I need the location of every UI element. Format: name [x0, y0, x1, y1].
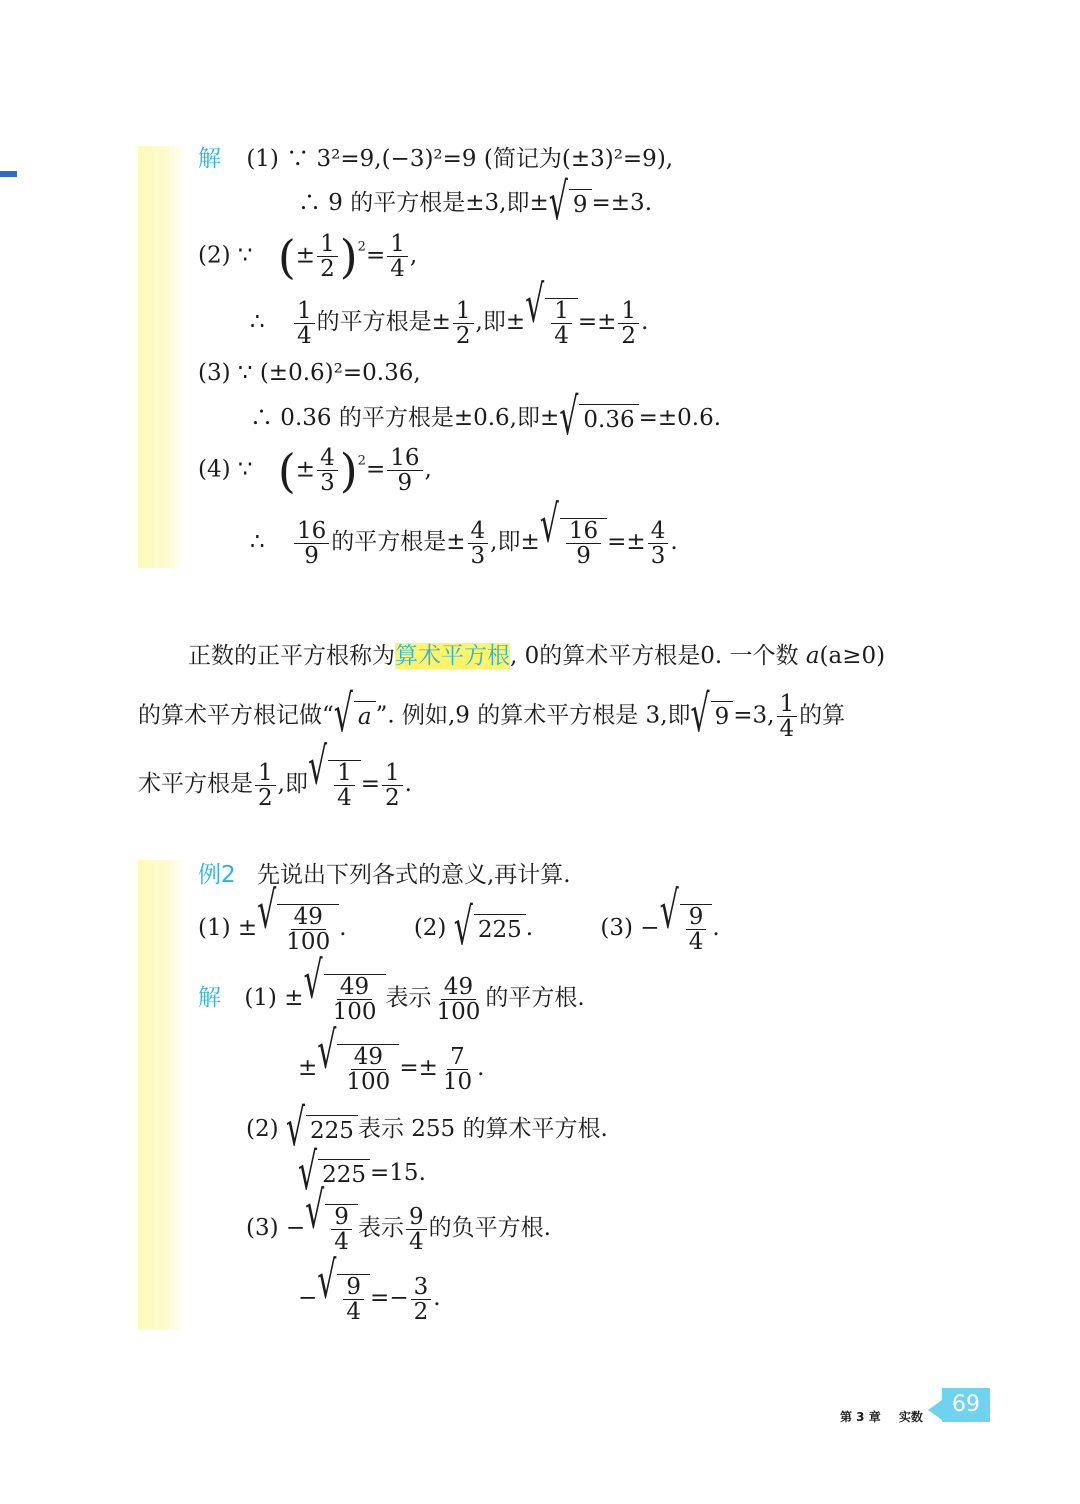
solution-1-row-1: 解 (1) ∵ 3²=9,(−3)²=9 (简记为(±3)²=9),	[198, 146, 674, 172]
page-number-badge: 69	[942, 1388, 990, 1422]
example-2-calc-1: ± √ $\frac{49}{100}$ =± $\frac{7}{10}$ .	[298, 1021, 485, 1095]
highlight-band-solution	[138, 146, 186, 568]
example-label: 例2	[198, 862, 236, 888]
definition-line-2: 的算术平方根记做“ √ a ”. 例如,9 的算术平方根是 3,即 √ 9 =3, $\frac{1}{4}$ 的算	[138, 685, 846, 745]
example-2-solution-3: (3) − √ $\frac{9}{4}$ 表示 $\frac{9}{4}$ 的负平方根.	[246, 1181, 551, 1255]
fraction-1-2: $\frac{1}{2}$	[317, 232, 338, 281]
solution-2-row-1: (2) ∵ (± $\frac{1}{2}$ )$^2$= $\frac{1}{4}$ ,	[198, 229, 418, 284]
solution-2-row-2: ∴ $\frac{1}{4}$ 的平方根是± $\frac{1}{2}$ ,即± √ $\frac{1}{4}$ =± $\frac{1}{2}$ .	[250, 275, 649, 349]
solution-1-row-2: ∴ 9 的平方根是±3,即± √ 9 =±3.	[298, 172, 653, 233]
definition-line-1: 正数的正平方根称为算术平方根, 0的算术平方根是0. 一个数 a(a≥0)	[188, 643, 886, 669]
solution-label: 解	[198, 146, 221, 172]
page-edge-tab	[0, 171, 17, 177]
example-2-solution-1: 解 (1) ± √ $\frac{49}{100}$ 表示 $\frac{49}{100}$ 的平方根.	[198, 951, 585, 1025]
solution-3-row-2: ∴ 0.36 的平方根是±0.6,即± √ 0.36 =±0.6.	[250, 387, 722, 448]
definition-line-3: 术平方根是 $\frac{1}{2}$ ,即 √ $\frac{1}{4}$ = $\frac{1}{2}$ .	[138, 737, 412, 811]
solution-3-row-1: (3) ∵ (±0.6)²=0.36,	[198, 360, 421, 386]
solution-4-row-2: ∴ $\frac{16}{9}$ 的平方根是± $\frac{4}{3}$ ,即± √ $\frac{16}{9}$ =± $\frac{4}{3}$ .	[250, 495, 678, 569]
highlight-band-example	[138, 860, 186, 1330]
example-2-heading: 例2 先说出下列各式的意义,再计算.	[198, 862, 571, 888]
sqrt-16-9: √ $\frac{16}{9}$	[540, 518, 607, 568]
example-2-calc-3: − √ $\frac{9}{4}$ =− $\frac{3}{2}$ .	[298, 1251, 441, 1325]
footer-chapter: 第 3 章 实数	[840, 1410, 923, 1424]
example-2-calc-2: √ 225 =15.	[298, 1142, 426, 1203]
fraction-4-3: $\frac{4}{3}$	[317, 446, 338, 495]
fraction-16-9: $\frac{16}{9}$	[387, 446, 422, 495]
sqrt-0-36: √ 0.36	[559, 404, 638, 435]
example-2-solution-2: (2) √ 225 表示 255 的算术平方根.	[246, 1098, 608, 1159]
term-arithmetic-square-root: 算术平方根	[395, 643, 510, 669]
sqrt-9: √ 9	[549, 189, 592, 220]
sqrt-1-4: √ $\frac{1}{4}$	[525, 298, 578, 348]
example-2-questions: (1) ± √ $\frac{49}{100}$ . (2) √ 225 . (3) − √ $\frac{9}{4}$ .	[198, 881, 720, 958]
solution-4-row-1: (4) ∵ (± $\frac{4}{3}$ )$^2$= $\frac{16}{9}$ ,	[198, 443, 432, 498]
fraction-1-4: $\frac{1}{4}$	[387, 232, 408, 281]
